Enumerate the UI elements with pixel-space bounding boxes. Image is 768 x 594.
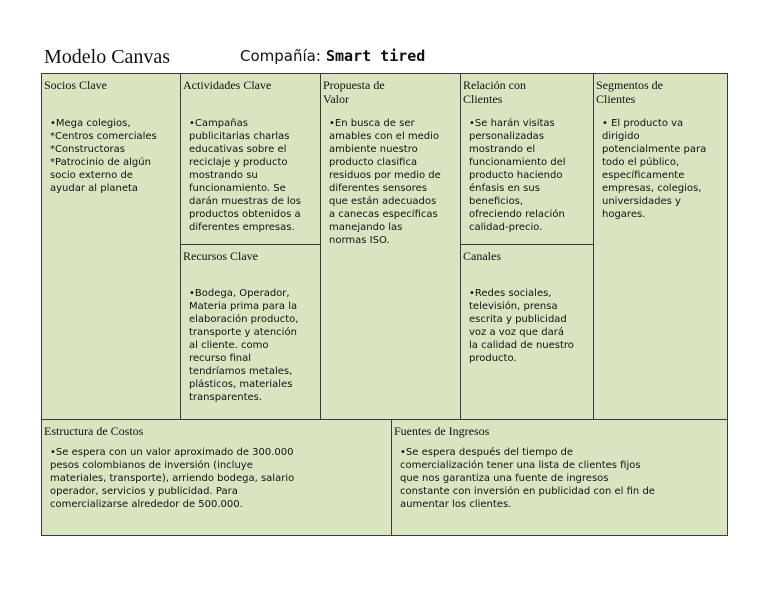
socios-clave-title: Socios Clave bbox=[44, 78, 107, 92]
company-label: Compañía: bbox=[240, 47, 321, 65]
canales-title: Canales bbox=[463, 249, 501, 263]
estructura-costos-text: •Se espera con un valor aproximado de 300.000 pesos colombianos de inversión (incluye materiales, transporte), arriendo bodega, salario operador, servicios y publicidad. Para comercializarse alrededor de 500.000. bbox=[50, 447, 295, 510]
canales-text: •Redes sociales, televisión, prensa escrita y publicidad voz a voz que dará la calidad de nuestro producto. bbox=[469, 288, 574, 364]
relacion-clientes-title: Relación con Clientes bbox=[463, 78, 526, 106]
segmentos-clientes-text: • El producto va dirigido potencialmente para todo el público, específicamente empresas, colegios, universidades y hogares. bbox=[602, 118, 707, 220]
relacion-clientes-text: •Se harán visitas personalizadas mostrando el funcionamiento del producto haciendo énfasis en sus beneficios, ofreciendo relación calidad-precio. bbox=[469, 118, 566, 233]
segmentos-clientes-block bbox=[593, 73, 728, 420]
fuentes-ingresos-title: Fuentes de Ingresos bbox=[394, 424, 490, 438]
propuesta-valor-text: •En busca de ser amables con el medio ambiente nuestro producto clasifica residuos por medio de diferentes sensores que están adecuados a canecas específicas manejando las normas ISO. bbox=[329, 118, 441, 246]
socios-clave-block bbox=[41, 73, 181, 420]
actividades-clave-title: Actividades Clave bbox=[183, 78, 272, 92]
recursos-clave-text: •Bodega, Operador, Materia prima para la elaboración producto, transporte y atención al cliente. como recurso final tendríamos metales, plásticos, materiales transparentes. bbox=[189, 288, 299, 403]
fuentes-ingresos-block bbox=[391, 419, 728, 536]
recursos-clave-title: Recursos Clave bbox=[183, 249, 258, 263]
relacion-clientes-block bbox=[460, 73, 594, 245]
fuentes-ingresos-text: •Se espera después del tiempo de comercialización tener una lista de clientes fijos que nos garantiza una fuente de ingresos constante con inversión en publicidad con el fin de aumentar los clientes. bbox=[400, 447, 655, 510]
page-title: Modelo Canvas bbox=[44, 46, 171, 68]
actividades-clave-text: •Campañas publicitarias charlas educativas sobre el reciclaje y producto mostrando su funcionamiento. Se darán muestras de los productos obtenidos a diferentes empresas. bbox=[189, 118, 302, 233]
recursos-clave-block bbox=[180, 244, 321, 420]
estructura-costos-title: Estructura de Costos bbox=[44, 424, 144, 438]
socios-clave-text: •Mega colegios, *Centros comerciales *Constructoras *Patrocinio de algún socio externo de ayudar al planeta bbox=[50, 118, 157, 194]
estructura-costos-block bbox=[41, 419, 392, 536]
canales-block bbox=[460, 244, 594, 420]
propuesta-valor-title: Propuesta de Valor bbox=[323, 78, 385, 106]
segmentos-clientes-title: Segmentos de Clientes bbox=[596, 78, 663, 106]
company-name: Smart tired bbox=[326, 47, 426, 65]
actividades-clave-block bbox=[180, 73, 321, 245]
propuesta-valor-block bbox=[320, 73, 461, 420]
